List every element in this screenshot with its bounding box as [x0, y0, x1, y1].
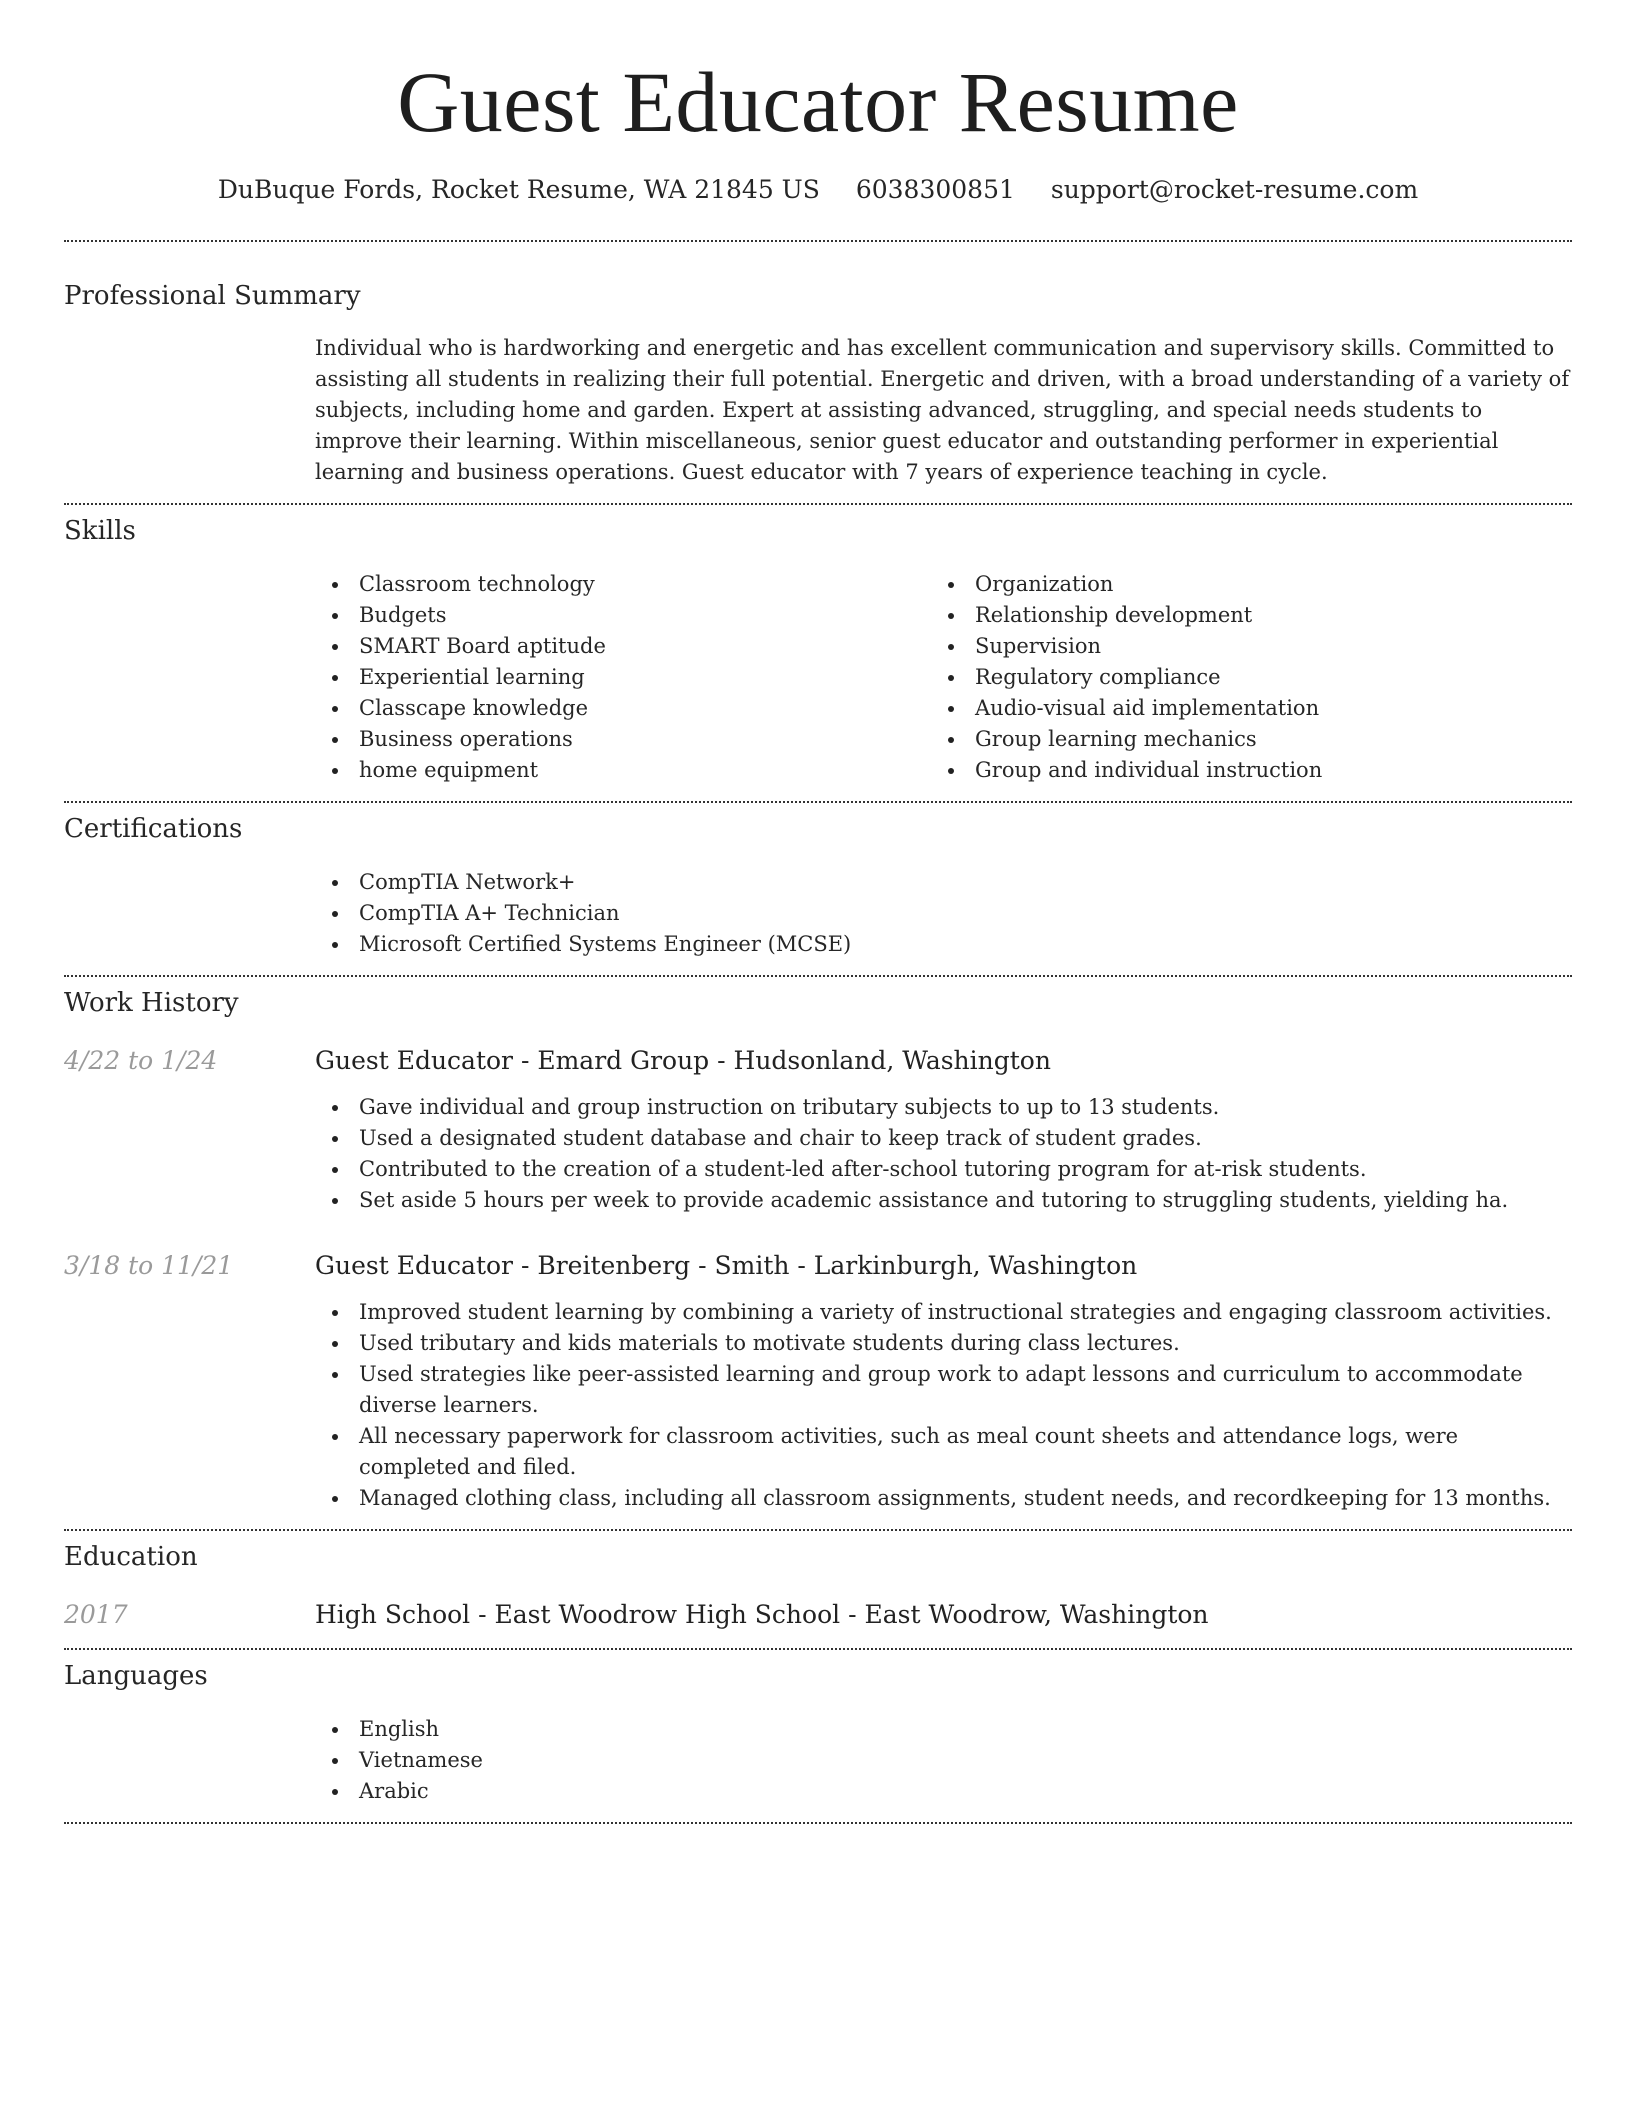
- education-title: High School - East Woodrow High School - East Woodrow, Washington: [315, 1600, 1209, 1629]
- list-item: Vietnamese: [315, 1745, 1572, 1776]
- contact-line: [64, 174, 1572, 206]
- list-item: Contributed to the creation of a student-led after-school tutoring program for at-risk students.: [315, 1154, 1572, 1185]
- list-item: Audio-visual aid implementation: [931, 693, 1547, 724]
- job-dates: 3/18 to 11/21: [64, 1251, 234, 1280]
- list-item: Improved student learning by combining a variety of instructional strategies and engaging classroom activities.: [315, 1297, 1572, 1328]
- list-item: Relationship development: [931, 600, 1547, 631]
- list-item: home equipment: [315, 755, 931, 786]
- list-item: Experiential learning: [315, 662, 931, 693]
- list-item: CompTIA Network+: [315, 867, 1572, 898]
- languages-list: [315, 1714, 1572, 1807]
- list-item: CompTIA A+ Technician: [315, 898, 1572, 929]
- list-item: Group and individual instruction: [931, 755, 1547, 786]
- list-item: Organization: [931, 569, 1547, 600]
- list-item: Supervision: [931, 631, 1547, 662]
- list-item: Gave individual and group instruction on tributary subjects to up to 13 students.: [315, 1092, 1572, 1123]
- list-item: All necessary paperwork for classroom activities, such as meal count sheets and attendance logs, were completed and filed.: [315, 1421, 1572, 1483]
- summary-heading: Professional Summary: [64, 281, 361, 311]
- certifications-section: [64, 803, 1572, 960]
- list-item: Managed clothing class, including all classroom assignments, student needs, and recordkeeping for 13 months.: [315, 1483, 1572, 1514]
- certifications-heading: Certifications: [64, 814, 243, 844]
- list-item: Budgets: [315, 600, 931, 631]
- education-heading: Education: [64, 1542, 198, 1572]
- list-item: SMART Board aptitude: [315, 631, 931, 662]
- list-item: Set aside 5 hours per week to provide academic assistance and tutoring to struggling students, yielding ha.: [315, 1185, 1572, 1216]
- list-item: Microsoft Certified Systems Engineer (MCSE): [315, 929, 1572, 960]
- contact-address: DuBuque Fords, Rocket Resume, WA 21845 US: [217, 175, 820, 204]
- skills-list-right: [931, 569, 1547, 786]
- skills-columns: [315, 569, 1572, 786]
- list-item: Arabic: [315, 1776, 1572, 1807]
- list-item: Used a designated student database and chair to keep track of student grades.: [315, 1123, 1572, 1154]
- skills-section: [64, 505, 1572, 786]
- summary-body: [315, 333, 1572, 488]
- languages-body: [315, 1714, 1572, 1807]
- resume-title: Guest Educator Resume: [397, 54, 1239, 150]
- job-entry: [64, 1045, 1572, 1077]
- skills-list-left: [315, 569, 931, 786]
- list-item: Used strategies like peer-assisted learning and group work to adapt lessons and curriculum to accommodate diverse learners.: [315, 1359, 1572, 1421]
- job-details: [315, 1092, 1572, 1216]
- resume-page: [64, 0, 1572, 1824]
- education-section: [64, 1531, 1572, 1631]
- skills-heading: Skills: [64, 516, 136, 546]
- list-item: English: [315, 1714, 1572, 1745]
- contact-phone: 6038300851: [855, 175, 1015, 204]
- job-bullets: [315, 1092, 1572, 1216]
- job-dates: 4/22 to 1/24: [64, 1046, 218, 1075]
- job-bullets: [315, 1297, 1572, 1514]
- list-item: Classroom technology: [315, 569, 931, 600]
- certifications-body: [315, 867, 1572, 960]
- summary-section: [64, 242, 1572, 488]
- list-item: Used tributary and kids materials to motivate students during class lectures.: [315, 1328, 1572, 1359]
- list-item: Business operations: [315, 724, 931, 755]
- summary-text: Individual who is hardworking and energetic and has excellent communication and supervisory skills. Committed to assisting all students in realizing their full potential. Energetic and driven, with a broad understanding of a variety of subjects, including home and garden. Expert at assisting advanced, struggling, and special needs students to improve their learning. Within miscellaneous, senior guest educator and outstanding performer in experiential learning and business operations. Guest educator with 7 years of experience teaching in cycle.: [315, 336, 1570, 484]
- list-item: Classcape knowledge: [315, 693, 931, 724]
- education-year: 2017: [64, 1600, 128, 1629]
- work-heading: Work History: [64, 988, 239, 1018]
- list-item: Regulatory compliance: [931, 662, 1547, 693]
- languages-section: [64, 1650, 1572, 1807]
- divider: [64, 1822, 1572, 1824]
- education-entry: [64, 1599, 1572, 1631]
- certifications-list: [315, 867, 1572, 960]
- job-entry: [64, 1250, 1572, 1282]
- job-details: [315, 1297, 1572, 1514]
- contact-email: support@rocket-resume.com: [1050, 175, 1419, 204]
- list-item: Group learning mechanics: [931, 724, 1547, 755]
- languages-heading: Languages: [64, 1661, 208, 1691]
- work-section: [64, 977, 1572, 1514]
- job-title: Guest Educator - Breitenberg - Smith - Larkinburgh, Washington: [315, 1251, 1138, 1280]
- job-title: Guest Educator - Emard Group - Hudsonland, Washington: [315, 1046, 1051, 1075]
